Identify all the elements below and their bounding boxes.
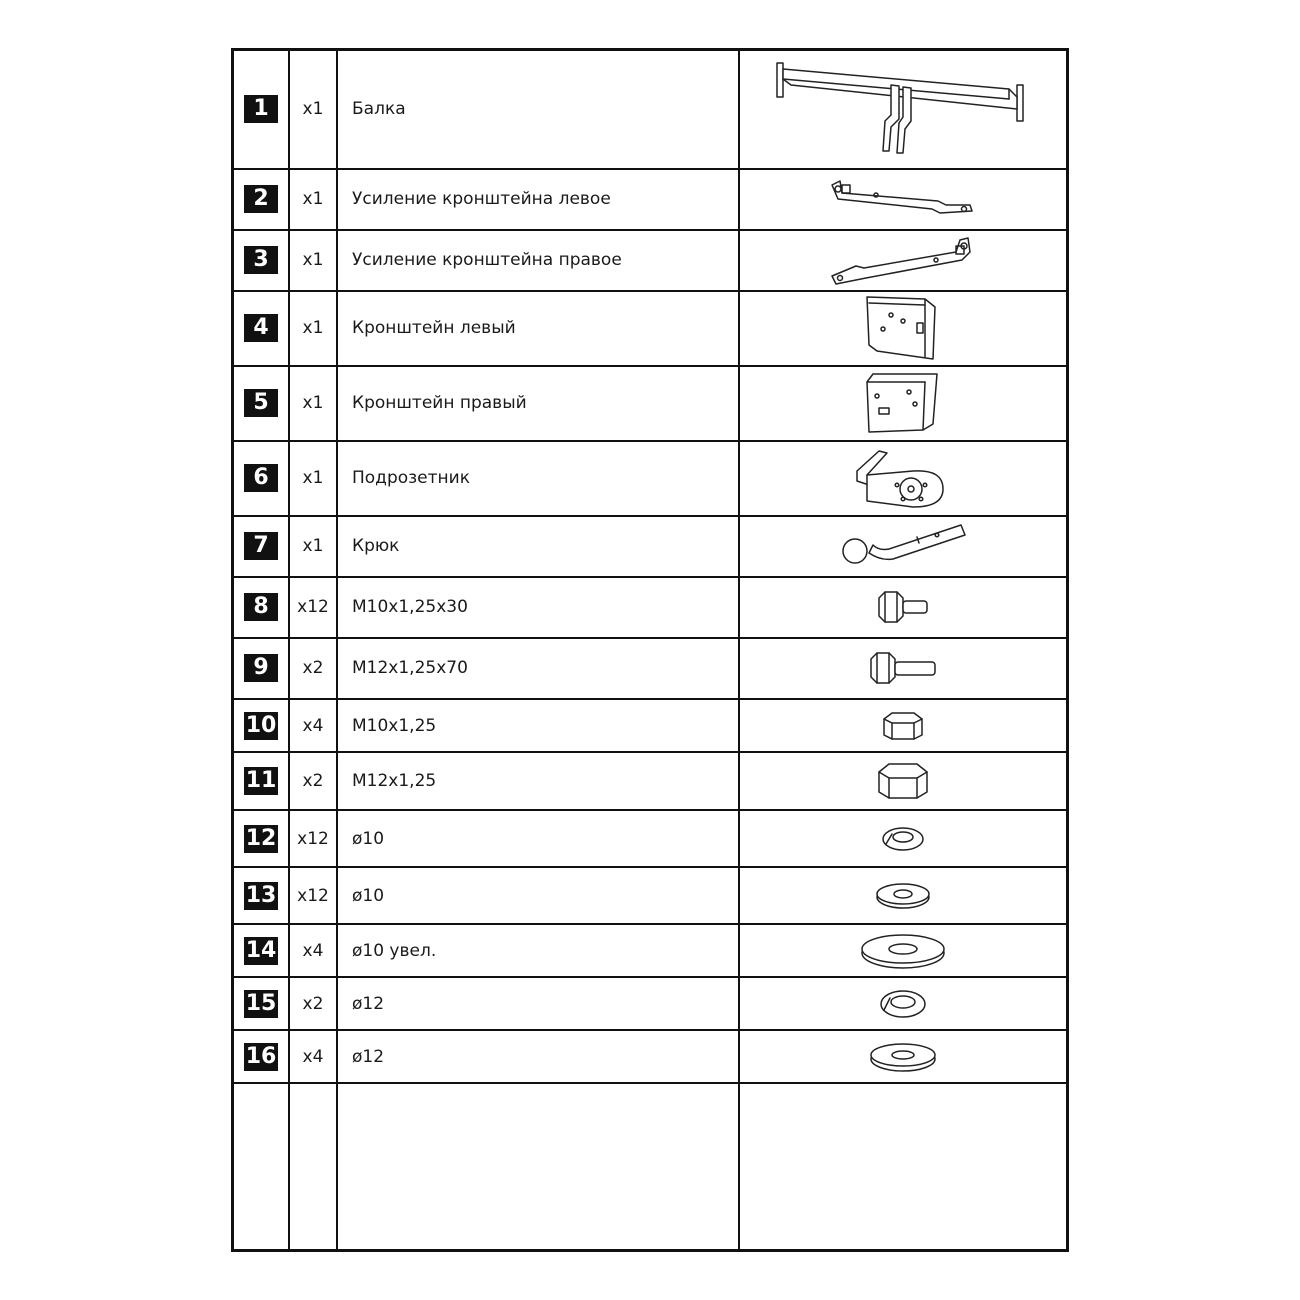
tow-hook-icon [833, 521, 973, 571]
part-name: Подрозетник [337, 441, 739, 516]
spring-washer-icon [878, 824, 928, 854]
part-quantity: x1 [289, 291, 337, 366]
part-number-badge: 8 [244, 593, 278, 621]
part-illustration [739, 699, 1068, 752]
table-row [233, 516, 1068, 577]
long-bolt-icon [865, 651, 941, 685]
part-illustration [739, 516, 1068, 577]
part-name: М10х1,25 [337, 699, 739, 752]
part-number-badge: 3 [244, 246, 278, 274]
part-name: М12х1,25х70 [337, 638, 739, 699]
part-quantity: x12 [289, 867, 337, 924]
part-quantity: x12 [289, 577, 337, 638]
part-illustration [739, 577, 1068, 638]
part-number-badge: 2 [244, 185, 278, 213]
part-number-badge: 10 [245, 712, 277, 738]
part-illustration [739, 924, 1068, 977]
table-row [233, 577, 1068, 638]
part-number-badge: 13 [245, 882, 277, 908]
part-number-badge: 14 [245, 937, 277, 963]
part-illustration [739, 638, 1068, 699]
part-name: ø10 увел. [337, 924, 739, 977]
part-quantity: x1 [289, 366, 337, 441]
part-illustration [739, 50, 1068, 169]
short-bolt-icon [873, 590, 933, 624]
small-nut-icon [878, 709, 928, 743]
part-number-badge: 1 [244, 95, 278, 123]
part-name: Кронштейн правый [337, 366, 739, 441]
flat-washer-icon [867, 1040, 939, 1074]
part-quantity: x2 [289, 638, 337, 699]
right-reinforcement-plate-icon [828, 232, 978, 288]
part-number-badge: 12 [245, 825, 277, 851]
parts-list-table [231, 48, 1069, 1252]
table-row [233, 752, 1068, 810]
large-washer-icon [858, 931, 948, 971]
part-name: Балка [337, 50, 739, 169]
table-row [233, 169, 1068, 230]
part-quantity: x1 [289, 50, 337, 169]
part-name: М12х1,25 [337, 752, 739, 810]
part-quantity: x1 [289, 441, 337, 516]
part-number-badge: 7 [244, 532, 278, 560]
part-number-badge: 6 [244, 464, 278, 492]
part-quantity: x1 [289, 516, 337, 577]
empty-row [233, 1083, 1068, 1250]
part-illustration [739, 291, 1068, 366]
part-name: Кронштейн левый [337, 291, 739, 366]
part-illustration [739, 752, 1068, 810]
part-quantity: x2 [289, 977, 337, 1030]
part-name: ø10 [337, 810, 739, 867]
part-number-badge: 16 [245, 1043, 277, 1069]
table-row [233, 699, 1068, 752]
part-name: Крюк [337, 516, 739, 577]
part-illustration [739, 977, 1068, 1030]
table-row [233, 50, 1068, 169]
part-name: М10х1,25х30 [337, 577, 739, 638]
part-name: Усиление кронштейна левое [337, 169, 739, 230]
part-number-badge: 15 [245, 990, 277, 1016]
left-bracket-icon [863, 295, 943, 361]
part-name: ø12 [337, 1030, 739, 1083]
part-illustration [739, 366, 1068, 441]
table-row [233, 1030, 1068, 1083]
part-name: ø10 [337, 867, 739, 924]
part-quantity: x1 [289, 169, 337, 230]
part-illustration [739, 441, 1068, 516]
part-illustration [739, 1030, 1068, 1083]
table-row [233, 291, 1068, 366]
part-illustration [739, 867, 1068, 924]
flat-washer-icon [873, 881, 933, 911]
table-row [233, 867, 1068, 924]
right-bracket-icon [863, 370, 943, 436]
table-row [233, 810, 1068, 867]
table-row [233, 366, 1068, 441]
part-illustration [739, 169, 1068, 230]
table-row [233, 441, 1068, 516]
part-quantity: x4 [289, 1030, 337, 1083]
part-number-badge: 9 [244, 654, 278, 682]
part-number-badge: 11 [245, 768, 277, 794]
part-name: Усиление кронштейна правое [337, 230, 739, 291]
part-number-badge: 5 [244, 389, 278, 417]
table-row [233, 638, 1068, 699]
table-row [233, 977, 1068, 1030]
part-quantity: x4 [289, 924, 337, 977]
left-reinforcement-plate-icon [828, 179, 978, 219]
table-row [233, 924, 1068, 977]
part-quantity: x2 [289, 752, 337, 810]
tow-beam-icon [773, 59, 1033, 159]
part-quantity: x12 [289, 810, 337, 867]
part-quantity: x4 [289, 699, 337, 752]
part-illustration [739, 230, 1068, 291]
part-number-badge: 4 [244, 314, 278, 342]
table-row [233, 230, 1068, 291]
large-nut-icon [875, 760, 931, 802]
part-name: ø12 [337, 977, 739, 1030]
socket-plate-icon [853, 445, 953, 511]
part-quantity: x1 [289, 230, 337, 291]
spring-washer-icon [876, 987, 930, 1021]
part-illustration [739, 810, 1068, 867]
